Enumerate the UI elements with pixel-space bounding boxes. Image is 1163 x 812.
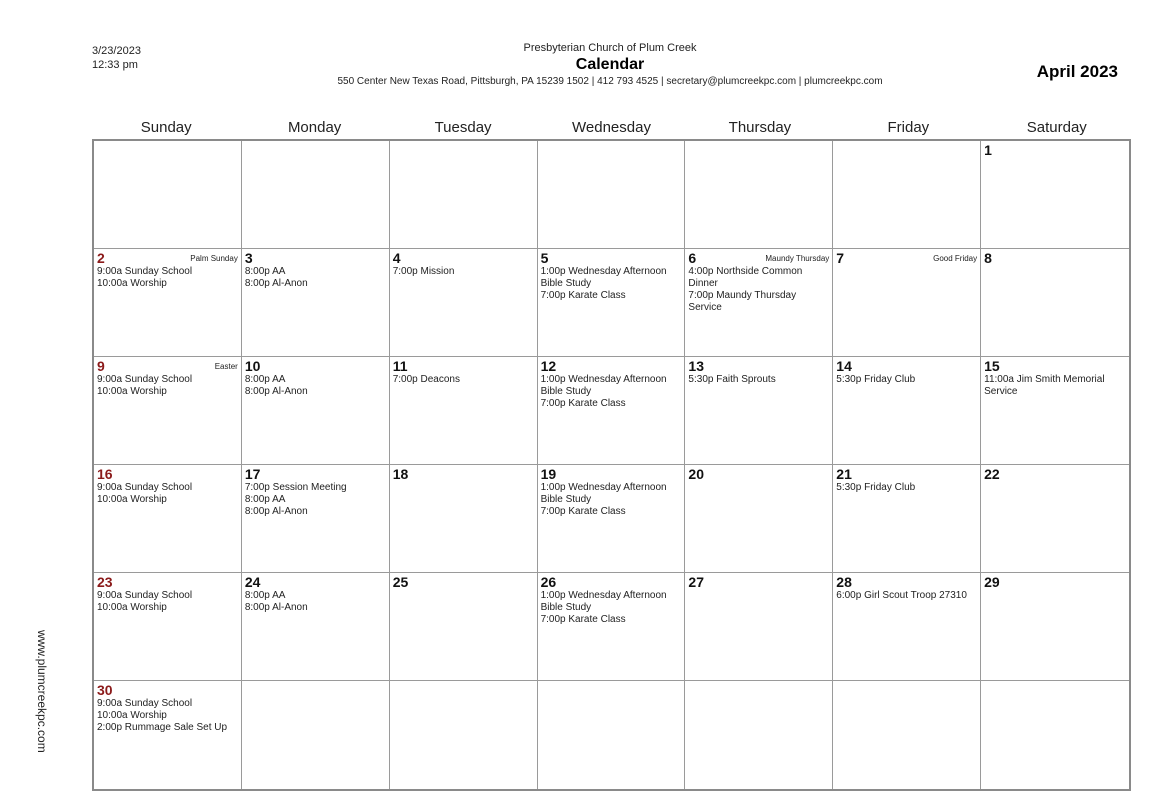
day-cell-27[interactable] — [685, 573, 833, 681]
weekday-friday: Friday — [887, 119, 930, 136]
calendar-event[interactable]: 8:00p AA — [244, 266, 286, 277]
calendar-event[interactable]: 10:00a Worship — [97, 710, 167, 721]
day-cell-7[interactable] — [833, 249, 981, 357]
day-number: 19 — [540, 466, 557, 482]
day-cell-14[interactable] — [833, 357, 981, 465]
empty-day-cell[interactable] — [685, 141, 833, 249]
weekday-sunday: Sunday — [140, 119, 192, 136]
calendar-grid — [92, 139, 1131, 791]
calendar-event[interactable]: 4:00p Northside Common Dinner — [688, 266, 803, 289]
day-cell-16[interactable] — [94, 465, 242, 573]
empty-day-cell[interactable] — [981, 681, 1129, 789]
calendar-event[interactable]: 8:00p AA — [244, 374, 286, 385]
day-number: 22 — [984, 466, 1000, 482]
church-name: Presbyterian Church of Plum Creek — [523, 42, 697, 54]
holiday-label: Easter — [214, 362, 238, 371]
empty-day-cell[interactable] — [94, 141, 242, 249]
calendar-event[interactable]: 9:00a Sunday School — [97, 266, 193, 277]
calendar-event[interactable]: 6:00p Girl Scout Troop 27310 — [836, 590, 967, 601]
calendar-event[interactable]: 9:00a Sunday School — [97, 698, 193, 709]
day-number: 29 — [984, 574, 1000, 590]
calendar-event[interactable]: 9:00a Sunday School — [97, 590, 193, 601]
calendar-event[interactable]: 5:30p Friday Club — [836, 482, 916, 493]
day-number: 23 — [97, 574, 113, 590]
calendar-event[interactable]: 8:00p AA — [244, 590, 286, 601]
day-cell-22[interactable] — [981, 465, 1129, 573]
day-number: 24 — [244, 574, 261, 590]
day-cell-2[interactable] — [94, 249, 242, 357]
calendar-event[interactable]: 8:00p AA — [244, 494, 286, 505]
day-cell-24[interactable] — [242, 573, 390, 681]
holiday-label: Maundy Thursday — [765, 254, 830, 263]
day-number: 4 — [392, 250, 401, 266]
day-cell-25[interactable] — [390, 573, 538, 681]
day-number: 15 — [984, 358, 1000, 374]
print-time: 12:33 pm — [92, 59, 138, 71]
day-cell-30[interactable] — [94, 681, 242, 789]
calendar-event[interactable]: 7:00p Deacons — [392, 374, 460, 385]
empty-day-cell[interactable] — [390, 141, 538, 249]
calendar-event[interactable]: 9:00a Sunday School — [97, 374, 193, 385]
day-number: 25 — [392, 574, 409, 590]
print-meta — [92, 44, 141, 72]
empty-day-cell[interactable] — [538, 681, 686, 789]
day-number: 9 — [97, 358, 105, 374]
day-cell-23[interactable] — [94, 573, 242, 681]
holiday-label: Good Friday — [933, 254, 978, 263]
calendar-event[interactable]: 8:00p Al-Anon — [244, 278, 308, 289]
day-number: 16 — [97, 466, 113, 482]
weekday-saturday: Saturday — [1026, 119, 1087, 136]
calendar-event[interactable]: 10:00a Worship — [97, 278, 167, 289]
calendar-event[interactable]: 7:00p Karate Class — [540, 290, 626, 301]
calendar-event[interactable]: 5:30p Faith Sprouts — [688, 374, 776, 385]
day-number: 18 — [392, 466, 409, 482]
day-cell-4[interactable] — [390, 249, 538, 357]
calendar-event[interactable]: 8:00p Al-Anon — [244, 386, 308, 397]
calendar-event[interactable]: 9:00a Sunday School — [97, 482, 193, 493]
day-cell-29[interactable] — [981, 573, 1129, 681]
day-number: 5 — [540, 250, 549, 266]
day-number: 20 — [688, 466, 704, 482]
day-number: 26 — [540, 574, 557, 590]
calendar-event[interactable]: 10:00a Worship — [97, 494, 167, 505]
calendar-event[interactable]: 7:00p Karate Class — [540, 398, 626, 409]
calendar-event[interactable]: 1:00p Wednesday Afternoon Bible Study — [540, 482, 667, 505]
day-number: 13 — [688, 358, 704, 374]
day-number: 8 — [984, 250, 992, 266]
calendar-event[interactable]: 1:00p Wednesday Afternoon Bible Study — [540, 266, 667, 289]
calendar-event[interactable]: 8:00p Al-Anon — [244, 602, 308, 613]
day-cell-10[interactable] — [242, 357, 390, 465]
calendar-event[interactable]: 10:00a Worship — [97, 602, 167, 613]
calendar-event[interactable]: 7:00p Session Meeting — [244, 482, 347, 493]
day-cell-1[interactable] — [981, 141, 1129, 249]
day-number: 3 — [244, 250, 253, 266]
empty-day-cell[interactable] — [538, 141, 686, 249]
weekday-thursday: Thursday — [728, 119, 792, 136]
day-number: 10 — [244, 358, 261, 374]
day-cell-18[interactable] — [390, 465, 538, 573]
calendar-event[interactable]: 7:00p Maundy Thursday Service — [688, 290, 797, 313]
day-cell-5[interactable] — [538, 249, 686, 357]
day-number: 6 — [688, 250, 697, 266]
calendar-event[interactable]: 2:00p Rummage Sale Set Up — [97, 722, 228, 733]
side-website-url: www.plumcreekpc.com — [35, 630, 49, 753]
calendar-event[interactable]: 10:00a Worship — [97, 386, 167, 397]
calendar-title: Calendar — [575, 56, 645, 73]
day-cell-28[interactable] — [833, 573, 981, 681]
day-cell-19[interactable] — [538, 465, 686, 573]
day-number: 1 — [984, 142, 992, 158]
day-cell-9[interactable] — [94, 357, 242, 465]
day-cell-11[interactable] — [390, 357, 538, 465]
weekday-monday: Monday — [287, 119, 342, 136]
empty-day-cell[interactable] — [242, 681, 390, 789]
calendar-event[interactable]: 7:00p Karate Class — [540, 506, 626, 517]
church-address: 550 Center New Texas Road, Pittsburgh, PA 15239 1502 | 412 793 4525 | secretary@plumcreekpc.com | plumcreekpc.com — [337, 76, 883, 87]
day-cell-17[interactable] — [242, 465, 390, 573]
day-number: 21 — [836, 466, 852, 482]
empty-day-cell[interactable] — [833, 141, 981, 249]
day-cell-8[interactable] — [981, 249, 1129, 357]
calendar-header — [250, 42, 970, 88]
day-cell-12[interactable] — [538, 357, 686, 465]
day-cell-21[interactable] — [833, 465, 981, 573]
print-date: 3/23/2023 — [92, 45, 141, 57]
day-number: 14 — [836, 358, 852, 374]
day-number: 17 — [244, 466, 261, 482]
holiday-label: Palm Sunday — [190, 254, 238, 263]
weekday-header-row — [92, 118, 1131, 138]
day-cell-15[interactable] — [981, 357, 1129, 465]
day-cell-20[interactable] — [685, 465, 833, 573]
day-cell-3[interactable] — [242, 249, 390, 357]
day-cell-26[interactable] — [538, 573, 686, 681]
calendar-event[interactable]: 1:00p Wednesday Afternoon Bible Study — [540, 590, 667, 613]
calendar-event[interactable]: 1:00p Wednesday Afternoon Bible Study — [540, 374, 667, 397]
calendar-event[interactable]: 11:00a Jim Smith Memorial Service — [984, 374, 1105, 397]
day-number: 27 — [688, 574, 704, 590]
empty-day-cell[interactable] — [685, 681, 833, 789]
calendar-event[interactable]: 7:00p Mission — [392, 266, 455, 277]
day-number: 7 — [836, 250, 845, 266]
day-cell-13[interactable] — [685, 357, 833, 465]
calendar-event[interactable]: 7:00p Karate Class — [540, 614, 626, 625]
day-number: 28 — [836, 574, 852, 590]
day-number: 30 — [97, 682, 113, 698]
empty-day-cell[interactable] — [390, 681, 538, 789]
month-year-title: April 2023 — [1036, 62, 1118, 81]
weekday-wednesday: Wednesday — [572, 119, 651, 136]
day-number: 12 — [540, 358, 557, 374]
empty-day-cell[interactable] — [242, 141, 390, 249]
calendar-event[interactable]: 8:00p Al-Anon — [244, 506, 308, 517]
day-cell-6[interactable] — [685, 249, 833, 357]
day-number: 11 — [392, 358, 408, 374]
weekday-tuesday: Tuesday — [434, 119, 492, 136]
empty-day-cell[interactable] — [833, 681, 981, 789]
day-number: 2 — [97, 250, 105, 266]
calendar-event[interactable]: 5:30p Friday Club — [836, 374, 916, 385]
